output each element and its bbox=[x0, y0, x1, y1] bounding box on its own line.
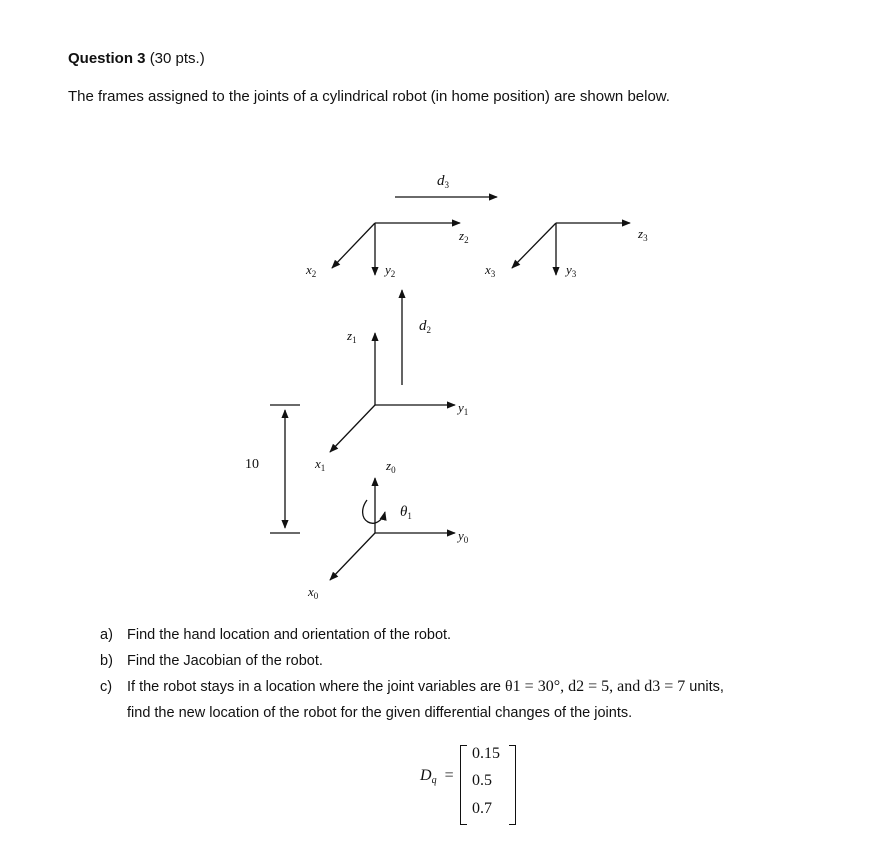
part-b-text: Find the Jacobian of the robot. bbox=[127, 653, 323, 669]
x2-axis bbox=[332, 223, 375, 268]
x1-axis bbox=[330, 405, 375, 452]
question-label: Question 3 bbox=[68, 50, 146, 67]
part-c-text-continued: find the new location of the robot for the given differential changes of the joints. bbox=[127, 705, 633, 721]
dq-value-2: 0.5 bbox=[472, 772, 492, 789]
part-c-text: If the robot stays in a location where the joint variables are θ1 = 30°, d2 = 5, and d3 = 7 units, bbox=[127, 678, 724, 695]
part-a-label: a) bbox=[100, 627, 113, 643]
label-x3: $x_3$ bbox=[485, 262, 496, 279]
question-points: (30 pts.) bbox=[149, 50, 205, 67]
part-b-label: b) bbox=[100, 653, 113, 669]
label-y0: $y_0$ bbox=[458, 528, 469, 545]
x3-axis bbox=[512, 223, 556, 268]
dq-vector bbox=[460, 745, 516, 825]
left-bracket bbox=[460, 745, 467, 825]
label-x2: $x_2$ bbox=[306, 262, 317, 279]
label-ten: 10 bbox=[245, 457, 259, 472]
label-y2: $y_2$ bbox=[385, 262, 396, 279]
equation-lhs: $D_q$ = bbox=[420, 767, 454, 786]
part-a-text: Find the hand location and orientation of the robot. bbox=[127, 627, 452, 643]
question-intro: The frames assigned to the joints of a cylindrical robot (in home position) are shown below. bbox=[68, 88, 670, 105]
label-theta1: $\theta_1$ bbox=[400, 504, 412, 521]
dq-value-3: 0.7 bbox=[472, 800, 492, 817]
label-z2: $z_2$ bbox=[459, 228, 469, 245]
label-d3: $d_3$ bbox=[437, 173, 449, 190]
label-z0: $z_0$ bbox=[386, 458, 396, 475]
x0-axis bbox=[330, 533, 375, 580]
right-bracket bbox=[509, 745, 516, 825]
label-y3: $y_3$ bbox=[566, 262, 577, 279]
label-z3: $z_3$ bbox=[638, 226, 648, 243]
theta1-rotation-arrow bbox=[363, 500, 385, 523]
label-x1: $x_1$ bbox=[315, 456, 326, 473]
part-c-label: c) bbox=[100, 679, 113, 695]
label-d2: $d_2$ bbox=[419, 318, 431, 335]
label-y1: $y_1$ bbox=[458, 400, 469, 417]
label-x0: $x_0$ bbox=[308, 584, 319, 601]
label-z1: $z_1$ bbox=[347, 328, 357, 345]
joint-values-math: θ1 = 30°, d2 = 5, and d3 = 7 bbox=[505, 678, 686, 695]
dq-value-1: 0.15 bbox=[472, 745, 500, 762]
